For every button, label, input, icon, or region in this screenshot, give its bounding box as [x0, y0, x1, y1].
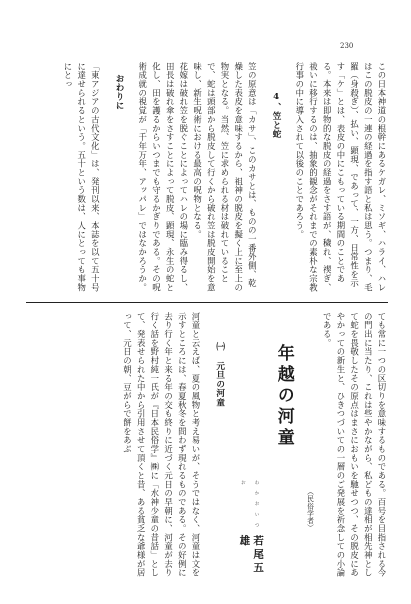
author-block [236, 312, 264, 582]
bottom-section [28, 312, 388, 582]
paragraph: ても常に一つの区切りを意味するものである。百号を目指される今の門出に当たり、これは些やかながら、私どもの達相が相先神として蛇を畏敬したその原点はまさにおもいを馳せつつ、その脱皮にあやかっての新生と、ひきつづいての一層のご発展を祈念しての小論である。 [322, 312, 387, 578]
author-ruby: わかおいつお [240, 480, 260, 533]
author-name: 若尾五雄 [238, 535, 265, 576]
author-affiliation: （民俗学者） [305, 488, 314, 532]
paragraph: 花嫁は破れ笠を脱ぐことによってハレの場に臨み得るし、田長は破れ傘をさすことによって脱皮、顕現、永生の蛇と化し、田を護るからいつまでも守るかぎりである。その呪術成就の視覚が「千年万年、アッパレ」ではなかろうか。 [137, 62, 189, 292]
divider [26, 302, 388, 303]
paragraph: 河童と云えば、夏の風物と考え易いが、そうではなく、河童は文を示すところには、春夏秋冬を問わず現れるものである。その好例に去り行く年と来る年の交も終りに近づく元日の早朝に、河童が去り行く話を野村純一氏が『日本民俗学』㈱に「水神少童の昔話」として、発表せられた中から引用させて頂くと昔、ある貧乏な爺様が居って、元日の朝、豆がらで餅をあぶ [122, 312, 201, 578]
page-number: 230 [340, 42, 354, 50]
top-section [28, 62, 388, 294]
paragraph: 笠の原意は「カサ」、このカサとは、ものの一番外側、乾燥した表皮を意味するから、祖神の脱皮を擬く上に至上の物実となる。当然、笠に求められる材は破れていることで、蛇は頭部から脱皮して行くから破れ笠は脱皮開始を意味し、新生呪術における最高の呪物となる。 [192, 62, 258, 292]
section-heading: ㈠ 元旦の河童 [214, 342, 225, 407]
article-title: 年越の河童 [273, 344, 294, 449]
section-heading: 4、笠と蛇 [271, 92, 282, 139]
section-heading: おわりに [114, 74, 125, 111]
paragraph: 「東アジアの古代文化」は、発刊以来、本誌を以て五十号に達せられるという。五十という数は、人にとっても事物にとっ [62, 62, 101, 292]
paragraph: この日本神道の根幹にあるケガレ、ミソギ、ハライ、ハレはこの脱皮の一連の経過を指す語と私は思う。つまり、毛羅（身殺ぎ）、払い、顕現、であって、一方、日常性を示す「ケ」とは、表皮の中にこもっている期間のことである。本来は即物的な脱皮の経過をさす語が、穢れ、禊ぎ、祓いに移行するのは、抽象的観念がそれまでの素朴な宗教行事の中に導入されて以後のことであろう。 [294, 62, 387, 292]
